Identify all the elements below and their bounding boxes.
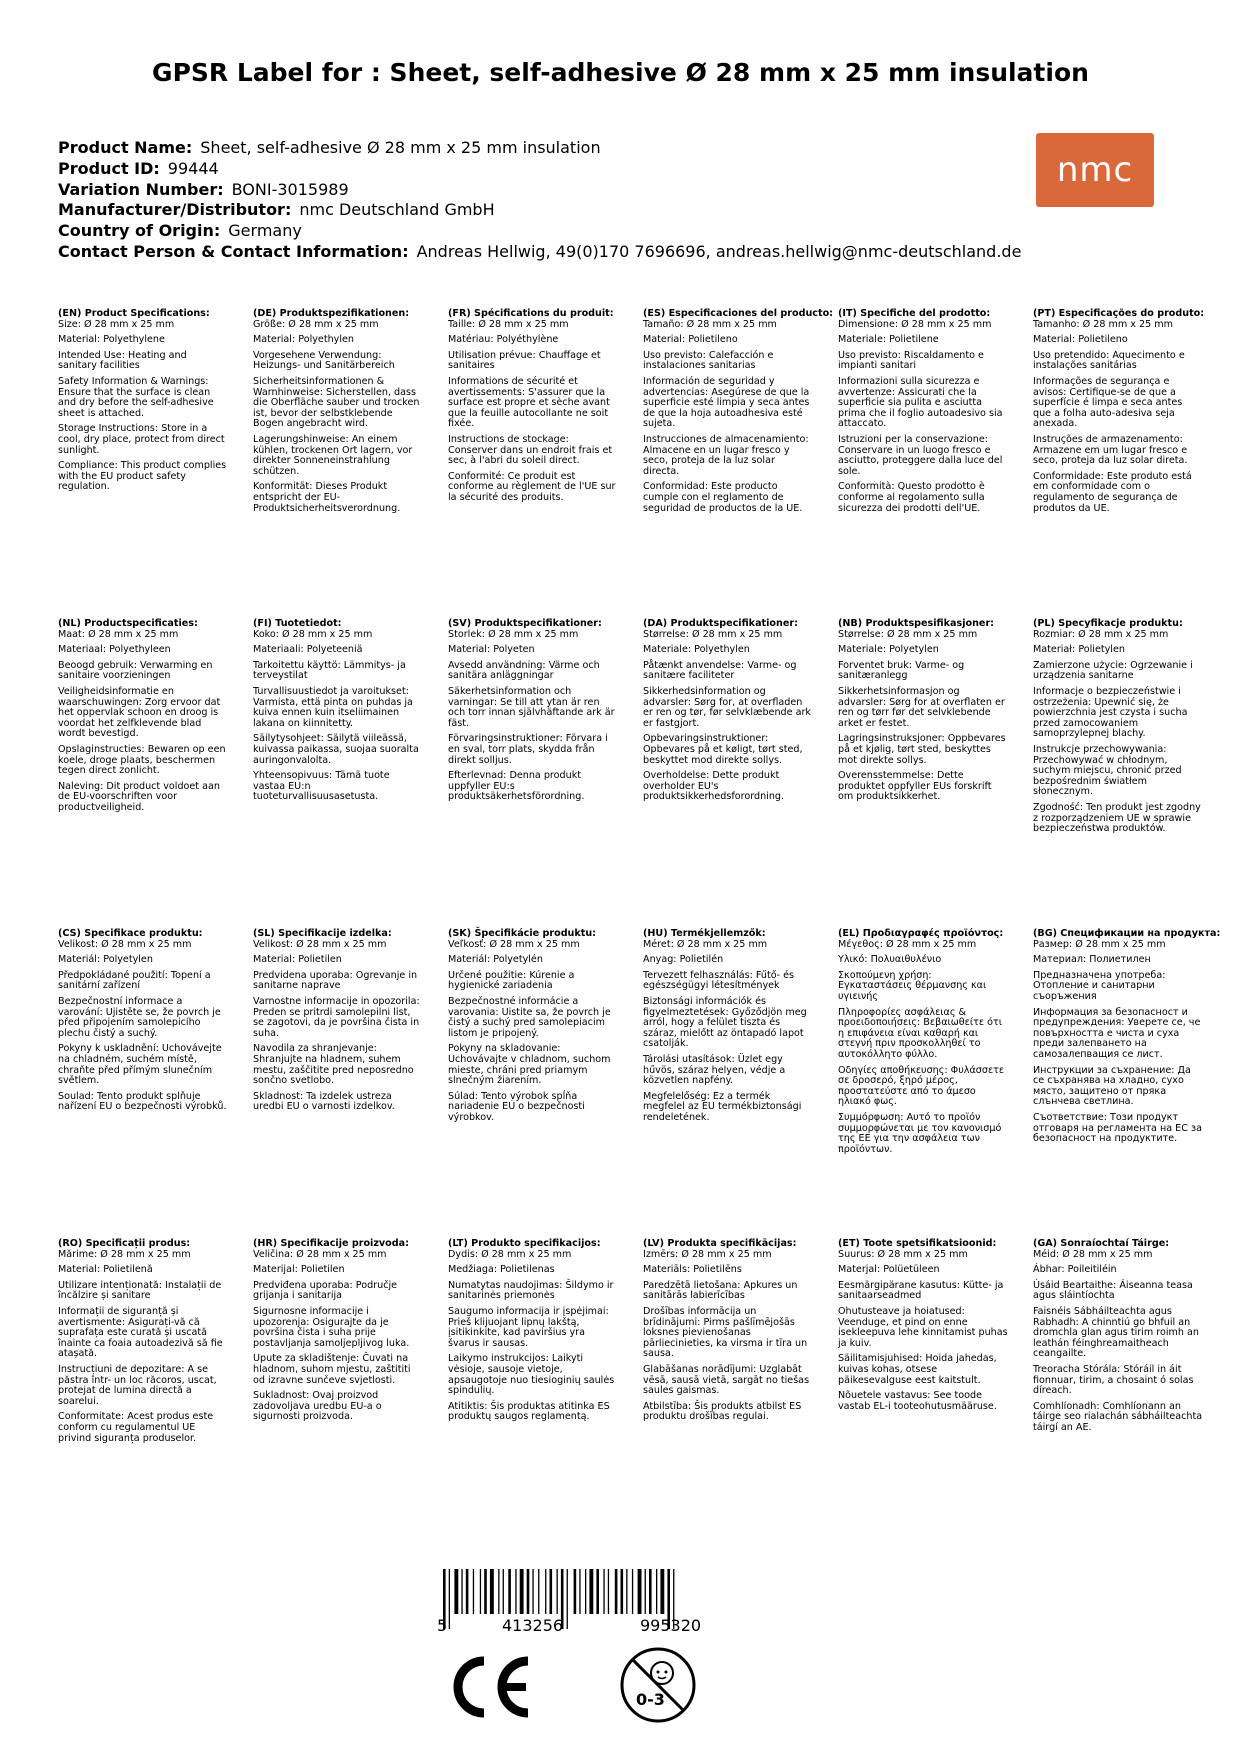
spec-paragraph: Konformität: Dieses Produkt entspricht der EU-Produktsicherheitsverordnung. [253,481,401,514]
spec-section-heading: (PT) Especificações do produto: [1033,308,1205,319]
spec-paragraph: Utilisation prévue: Chauffage et sanitaires [448,349,601,372]
spec-paragraph: Materiál: Polyetylen [58,954,153,966]
barcode-digit-left: 5 [437,1616,448,1635]
barcode-bar [621,1569,624,1614]
barcode-digits-right: 995320 [640,1616,702,1635]
barcode-bar [484,1569,487,1614]
spec-paragraph: Uso previsto: Riscaldamento e impianti sanitari [838,349,984,372]
spec-paragraph: Conformidad: Este producto cumple con el reglamento de seguridad de productos de la UE. [643,481,803,514]
barcode-bar [545,1569,546,1614]
spec-section [448,309,618,509]
spec-section [58,309,228,498]
spec-paragraph: Informations de sécurité et avertissements: S'assurer que la surface est propre et sèche avant que la feuille autocollante ne soit fixée. [448,375,610,430]
spec-paragraph: Sicherheitsinformationen & Warnhinweise: Sicherstellen, dass die Oberfläche sauber und trocken ist, bevor der selbstklebende Bogen angebracht wird. [253,375,420,430]
spec-section [448,1239,618,1428]
spec-paragraph: Overholdelse: Dette produkt overholder EU's produktsikkerhedsforordning. [643,770,785,803]
spec-size: Maat: Ø 28 mm x 25 mm [58,628,179,640]
spec-paragraph: Pokyny k uskladnění: Uchovávejte na chladném, suchém místě, chraňte před přímým slunečním světlem. [58,1043,222,1087]
spec-paragraph: Saugumo informacija ir įspėjimai: Prieš klijuojant lipnų lakštą, įsitikinkite, kad paviršius yra švarus ir sausas. [448,1305,609,1349]
spec-paragraph: Paredzētā lietošana: Apkures un sanitārās labierīcības [643,1279,798,1302]
spec-section-heading: (RO) Specificații produs: [58,1238,191,1249]
spec-section [253,1239,423,1428]
spec-section-heading: (NL) Productspecificaties: [58,618,198,629]
spec-section-heading: (CS) Specifikace produktu: [58,928,203,939]
nmc-logo: nmc [1036,133,1154,207]
spec-section [253,309,423,519]
spec-paragraph: Eesmärgipärane kasutus: Kütte- ja sanitaarseadmed [838,1279,1004,1302]
spec-size: Tamanho: Ø 28 mm x 25 mm [1033,318,1173,330]
spec-size: Mărime: Ø 28 mm x 25 mm [58,1248,191,1260]
spec-paragraph: Avsedd användning: Värme och sanitära anläggningar [448,659,600,682]
barcode-bar [567,1569,568,1629]
barcode-bar [527,1569,530,1614]
barcode-bar [608,1569,609,1614]
spec-paragraph: Atbilstība: Šis produkts atbilst ES produktu drošības regulai. [643,1400,802,1423]
spec-size: Méret: Ø 28 mm x 25 mm [643,938,768,950]
spec-paragraph: Materiał: Polietylen [1033,644,1125,656]
spec-size: Μέγεθος: Ø 28 mm x 25 mm [838,938,977,950]
spec-paragraph: Predvidena uporaba: Ogrevanje in sanitarne naprave [253,969,418,992]
page-title: GPSR Label for : Sheet, self-adhesive Ø 28 mm x 25 mm insulation [152,58,1089,87]
spec-section-heading: (PL) Specyfikacje produktu: [1033,618,1183,629]
spec-size: Storlek: Ø 28 mm x 25 mm [448,628,579,640]
spec-paragraph: Instruções de armazenamento: Armazene em um lugar fresco e seco, proteja da luz solar direta. [1033,433,1188,467]
spec-paragraph: Intended Use: Heating and sanitary facilities [58,349,187,372]
spec-paragraph: Ohutusteave ja hoiatused: Veenduge, et pind on enne isekleepuva lehe kinnitamist puhas ja kuiv. [838,1305,1008,1349]
barcode-bar [520,1569,524,1614]
spec-paragraph: Predviđena uporaba: Područje grijanja i sanitarija [253,1279,398,1302]
barcode-bar [449,1569,450,1629]
spec-section-heading: (LT) Produkto specifikacijos: [448,1238,601,1249]
spec-section-heading: (EN) Product Specifications: [58,308,210,319]
spec-paragraph: Glabāšanas norādījumi: Uzglabāt vēsā, sausā vietā, sargāt no tiešas saules gaismas. [643,1363,810,1397]
spec-paragraph: Πληροφορίες ασφάλειας & προειδοποιήσεις: Βεβαιωθείτε ότι η επιφάνεια είναι καθαρή και στεγνή πριν προσκολληθεί το αυτοκόλλητο φύλλο. [838,1006,1003,1060]
spec-paragraph: Инструкции за съхранение: Да се съхранява на хладно, сухо място, защитено от пряка слънчева светлина. [1033,1064,1191,1108]
spec-paragraph: Tárolási utasítások: Üzlet egy hűvös, száraz helyen, védje a közvetlen napfény. [643,1053,786,1087]
barcode-bar [645,1569,646,1614]
spec-section-heading: (FR) Spécifications du produit: [448,308,614,319]
spec-paragraph: Anyag: Polietilén [643,954,724,966]
spec-paragraph: Instrucciones de almacenamiento: Almacene en un lugar fresco y seco, proteja de la luz solar directa. [643,433,809,477]
spec-paragraph: Οδηγίες αποθήκευσης: Φυλάσσετε σε δροσερό, ξηρό μέρος, προστατεύστε από το άμεσο ηλιακό φως. [838,1064,1005,1108]
spec-paragraph: Förvaringsinstruktioner: Förvara i en sval, torr plats, skydda från direkt solljus. [448,733,608,766]
spec-paragraph: Instrukcje przechowywania: Przechowywać w chłodnym, suchym miejscu, chronić przed bezpośrednim światłem słonecznym. [1033,743,1182,798]
spec-section-heading: (ET) Toote spetsifikatsioonid: [838,1238,997,1249]
info-manufacturer: Manufacturer/Distributor: nmc Deutschland GmbH [58,200,495,220]
spec-size: Størrelse: Ø 28 mm x 25 mm [838,628,978,640]
spec-paragraph: Información de seguridad y advertencias: Asegúrese de que la superficie esté limpia y seca antes de que la hoja autoadhesiva esté sujeta. [643,375,810,430]
spec-paragraph: Σκοπούμενη χρήση: Εγκαταστάσεις θέρμανσης και υγιεινής [838,969,987,1002]
spec-paragraph: Материал: Полиетилен [1033,954,1151,966]
spec-section [1033,619,1203,840]
info-product-name: Product Name: Sheet, self-adhesive Ø 28 mm x 25 mm insulation [58,138,601,157]
spec-paragraph: Megfelelőség: Ez a termék megfelel az EU termékbiztonsági rendeletének. [643,1090,802,1123]
spec-section-heading: (EL) Προδιαγραφές προϊόντος: [838,928,1004,939]
spec-paragraph: Určené použitie: Kúrenie a hygienické zariadenia [448,969,575,992]
spec-section [643,1239,813,1428]
barcode-bar [649,1569,652,1614]
spec-paragraph: Faisnéis Sábháilteachta agus Rabhadh: A chinntiú go bhfuil an dromchla glan agus tirim roimh an leathán féinghreamaitheach ceangailte. [1033,1305,1199,1360]
spec-paragraph: Utilizare intenționată: Instalații de încălzire și sanitare [58,1279,222,1302]
spec-paragraph: Påtænkt anvendelse: Varme- og sanitære faciliteter [643,659,797,682]
spec-size: Größe: Ø 28 mm x 25 mm [253,318,379,330]
info-product-id: Product ID: 99444 [58,158,219,178]
spec-paragraph: Material: Polietilenă [58,1264,153,1276]
spec-section [643,619,813,808]
barcode-bar [596,1569,599,1614]
spec-paragraph: Compliance: This product complies with the EU product safety regulation. [58,460,227,493]
barcode-bar [589,1569,593,1614]
spec-paragraph: Materiál: Polyetylén [448,954,543,966]
spec-size: Veľkosť: Ø 28 mm x 25 mm [448,938,580,950]
barcode-bar [585,1569,586,1614]
spec-paragraph: Sukladnost: Ovaj proizvod zadovoljava uredbu EU-a o sigurnosti proizvoda. [253,1390,382,1423]
spec-size: Velikost: Ø 28 mm x 25 mm [58,938,192,950]
spec-section [838,1239,1008,1417]
spec-paragraph: Opbevaringsinstruktioner: Opbevares på et køligt, tørt sted, beskyttet mod direkte sollys. [643,733,803,766]
spec-paragraph: Pokyny na skladovanie: Uchovávajte v chladnom, suchom mieste, chráni pred priamym slnečným žiarením. [448,1043,611,1087]
spec-paragraph: Navodila za shranjevanje: Shranjujte na hladnem, suhem mestu, zaščitite pred neposredno sončno svetlobo. [253,1043,414,1087]
barcode-bar [490,1569,494,1614]
product-info [58,138,1021,263]
age-warning-icon [618,1645,698,1725]
spec-size: Dydis: Ø 28 mm x 25 mm [448,1248,572,1260]
spec-paragraph: Efterlevnad: Denna produkt uppfyller EU:s produktsäkerhetsförordning. [448,770,585,803]
spec-paragraph: Säilitamisjuhised: Hoida jahedas, kuivas kohas, otsese päikesevalguse eest kaitstult. [838,1353,997,1386]
spec-paragraph: Συμμόρφωση: Αυτό το προϊόν συμμορφώνεται με τον κανονισμό της ΕΕ για την ασφάλεια των προϊόντων. [838,1111,1002,1155]
spec-paragraph: Treoracha Stórála: Stóráil in áit fionnuar, tirim, a chosaint ó solas díreach. [1033,1363,1194,1397]
spec-paragraph: Informacje o bezpieczeństwie i ostrzeżenia: Upewnić się, że powierzchnia jest czysta i sucha przed zamocowaniem samoprzylepnej blachy. [1033,685,1188,740]
spec-section [1033,1239,1203,1439]
spec-paragraph: Materiaali: Polyeteeniä [253,644,363,656]
spec-paragraph: Upute za skladištenje: Čuvati na hladnom, suhom mjestu, zaštititi od izravne sunčeve svjetlosti. [253,1353,411,1386]
spec-section-heading: (IT) Specifiche del prodotto: [838,308,991,319]
spec-section [58,1239,228,1449]
barcode-bar [574,1569,577,1614]
spec-paragraph: Предназначена употреба: Отопление и санитарни съоръжения [1033,969,1166,1002]
spec-paragraph: Informações de segurança e avisos: Certifique-se de que a superfície é limpa e seca antes que a folha auto-adesiva seja anexada. [1033,375,1183,430]
spec-paragraph: Storage Instructions: Store in a cool, dry place, protect from direct sunlight. [58,423,225,456]
spec-section [448,619,618,808]
spec-section-heading: (DE) Produktspezifikationen: [253,308,410,319]
barcode-bar [660,1569,664,1614]
spec-paragraph: Lagringsinstruksjoner: Oppbevares på et kjølig, tørt sted, beskyttes mot direkte sollys. [838,733,1006,766]
barcode-bar [550,1569,553,1614]
svg-text:0-3: 0-3 [636,1690,665,1709]
spec-section [838,929,1008,1160]
spec-section-heading: (DA) Produktspecifikationer: [643,618,798,629]
spec-paragraph: Conformità: Questo prodotto è conforme al regolamento sulla sicurezza dei prodotti dell'UE. [838,481,985,514]
spec-paragraph: Bezpečnostné informácie a varovania: Uistite sa, že povrch je čistý a suchý pred samolepiacim listom je pripojený. [448,995,611,1039]
spec-paragraph: Nõuetele vastavus: See toode vastab EL-i tooteohutusmääruse. [838,1390,997,1412]
info-contact: Contact Person & Contact Information: Andreas Hellwig, 49(0)170 7696696, andreas.hellwig@nmc-deutschland.de [58,241,1022,261]
barcode-bar [557,1569,558,1614]
spec-size: Size: Ø 28 mm x 25 mm [58,318,175,330]
spec-paragraph: Safety Information & Warnings: Ensure that the surface is clean and dry before the self-adhesive sheet is attached. [58,375,214,419]
spec-paragraph: Varnostne informacije in opozorila: Preden se pritrdi samolepilni list, se zagotovi, da je površina čista in suha. [253,995,420,1039]
spec-section-heading: (NB) Produktspesifikasjoner: [838,618,995,629]
spec-paragraph: Material: Polyethylene [58,334,165,346]
spec-paragraph: Conformitate: Acest produs este conform cu regulamentul UE privind siguranța produselor. [58,1411,214,1444]
spec-paragraph: Biztonsági információk és figyelmeztetések: Győződjön meg arról, hogy a felület tiszta és száraz, mielőtt az öntapadó lapot csatolják. [643,995,807,1050]
spec-paragraph: Materiale: Polietilene [838,334,939,346]
spec-paragraph: Drošības informācija un brīdinājumi: Pirms pašlīmējošās loksnes pievienošanas pārliecinieties, ka virsma ir tīra un sausa. [643,1305,808,1360]
spec-paragraph: Materijal: Polietilen [253,1264,345,1276]
info-variation-number: Variation Number: BONI-3015989 [58,179,349,199]
spec-section-heading: (SV) Produktspecifikationer: [448,618,602,629]
spec-size: Veličina: Ø 28 mm x 25 mm [253,1248,387,1260]
spec-paragraph: Sigurnosne informacije i upozorenja: Osigurajte da je površina čista i suha prije postavljanja samoljepljivog luka. [253,1305,410,1349]
spec-paragraph: Instrucțiuni de depozitare: A se păstra într- un loc răcoros, uscat, protejat de lumina directă a soarelui. [58,1363,217,1407]
spec-paragraph: Съответствие: Този продукт отговаря на регламента на ЕС за безопасност на продуктите. [1033,1111,1202,1145]
barcode-bar [498,1569,499,1614]
spec-paragraph: Uso pretendido: Aquecimento e instalações sanitárias [1033,349,1185,372]
barcode-bar [515,1569,516,1614]
spec-section [58,619,228,819]
spec-paragraph: Instructions de stockage: Conserver dans un endroit frais et sec, à l'abri du soleil direct. [448,433,613,467]
spec-section [643,929,813,1129]
spec-paragraph: Materiale: Polyetylen [838,644,939,656]
spec-paragraph: Overensstemmelse: Dette produktet oppfyller EUs forskrift om produktsikkerhet. [838,770,992,803]
spec-paragraph: Material: Polietileno [1033,334,1128,346]
spec-paragraph: Matériau: Polyéthylène [448,334,559,346]
spec-paragraph: Zgodność: Ten produkt jest zgodny z rozporządzeniem UE w sprawie bezpieczeństwa produktów. [1033,801,1201,835]
spec-paragraph: Numatytas naudojimas: Šildymo ir sanitarinės priemonės [448,1279,614,1302]
spec-paragraph: Súlad: Tento výrobok spĺňa nariadenie EÚ o bezpečnosti výrobkov. [448,1090,585,1123]
spec-paragraph: Vorgesehene Verwendung: Heizungs- und Sanitärbereich [253,349,395,372]
spec-paragraph: Ábhar: Poileitiléin [1033,1264,1117,1276]
spec-paragraph: Информация за безопасност и предупреждения: Уверете се, че повърхността е чиста и суха преди залепването на самозалепващия се лист. [1033,1006,1201,1060]
spec-section [643,308,834,519]
spec-paragraph: Materiaal: Polyethyleen [58,644,171,656]
spec-paragraph: Forventet bruk: Varme- og sanitæranlegg [838,659,965,682]
barcode-bar [503,1569,504,1614]
spec-paragraph: Yhteensopivuus: Tämä tuote vastaa EU:n tuoteturvallisuusasetusta. [253,770,390,803]
spec-paragraph: Laikymo instrukcijos: Laikyti vėsioje, sausoje vietoje, apsaugotoje nuo tiesioginių saulės spindulių. [448,1353,615,1397]
spec-size: Размер: Ø 28 mm x 25 mm [1033,938,1166,950]
spec-paragraph: Materiale: Polyethylen [643,644,750,656]
spec-paragraph: Skladnost: Ta izdelek ustreza uredbi EU o varnosti izdelkov. [253,1090,395,1113]
spec-paragraph: Medžiaga: Polietilenas [448,1264,555,1276]
spec-paragraph: Zamierzone użycie: Ogrzewanie i urządzenia sanitarne [1033,659,1193,682]
spec-section-heading: (HR) Specifikacije proizvoda: [253,1238,409,1249]
spec-section-heading: (SK) Špecifikácie produktu: [448,928,597,939]
spec-paragraph: Lagerungshinweise: An einem kühlen, trockenen Ort lagern, vor direkter Sonneneinstrahlung schützen. [253,433,413,477]
spec-size: Velikost: Ø 28 mm x 25 mm [253,938,387,950]
barcode-bar [480,1569,481,1614]
spec-paragraph: Úsáid Beartaithe: Áiseanna teasa agus sláintíochta [1033,1279,1193,1302]
spec-size: Izmērs: Ø 28 mm x 25 mm [643,1248,772,1260]
barcode-bar [473,1569,474,1614]
spec-section-heading: (LV) Produkta specifikācijas: [643,1238,797,1249]
spec-size: Rozmiar: Ø 28 mm x 25 mm [1033,628,1169,640]
spec-paragraph: Säkerhetsinformation och varningar: Se till att ytan är ren och torr innan självhäftande ark är fäst. [448,685,615,729]
spec-section [838,309,1008,519]
spec-section [838,619,1008,808]
spec-paragraph: Soulad: Tento produkt splňuje nařízení EU o bezpečnosti výrobků. [58,1090,227,1113]
spec-paragraph: Material: Polietilen [253,954,342,966]
spec-paragraph: Material: Polyethylen [253,334,354,346]
spec-size: Suurus: Ø 28 mm x 25 mm [838,1248,968,1260]
spec-paragraph: Tervezett felhasználás: Fűtő- és egészségügyi létesítmények [643,969,795,992]
barcode-bar [632,1569,633,1614]
spec-section-heading: (HU) Termékjellemzők: [643,928,766,939]
spec-section [448,929,618,1129]
spec-section-heading: (GA) Sonraíochtaí Táirge: [1033,1238,1170,1249]
barcode-bar [461,1569,462,1614]
spec-paragraph: Sikkerhetsinformasjon og advarsler: Sørg for at overflaten er ren og tørr før det selvklebende arket er festet. [838,685,1005,729]
barcode-bar [466,1569,469,1614]
spec-section-heading: (ES) Especificaciones del producto: [643,308,834,319]
spec-paragraph: Beoogd gebruik: Verwarming en sanitaire voorzieningen [58,659,213,682]
spec-paragraph: Atitiktis: Šis produktas atitinka ES produktų saugos reglamentą. [448,1400,610,1423]
spec-size: Dimensione: Ø 28 mm x 25 mm [838,318,992,330]
barcode-digits-mid: 413256 [502,1616,564,1635]
spec-section [58,929,228,1118]
spec-paragraph: Υλικό: Πολυαιθυλένιο [838,954,942,966]
spec-paragraph: Naleving: Dit product voldoet aan de EU-voorschriften voor productveiligheid. [58,780,220,813]
barcode-bar [638,1569,642,1614]
ce-mark-icon [450,1655,532,1719]
spec-section-heading: (SL) Specifikacije izdelka: [253,928,392,939]
spec-paragraph: Comhlíonadh: Comhlíonann an táirge seo rialachán sábháilteachta táirgí an AE. [1033,1400,1203,1433]
spec-paragraph: Tarkoitettu käyttö: Lämmitys- ja terveystilat [253,659,406,682]
spec-paragraph: Conformidade: Este produto está em conformidade com o regulamento de segurança de produtos da UE. [1033,470,1192,514]
spec-size: Koko: Ø 28 mm x 25 mm [253,628,373,640]
spec-section-heading: (BG) Спецификации на продукта: [1033,928,1221,939]
spec-paragraph: Conformité: Ce produit est conforme au règlement de l'UE sur la sécurité des produits. [448,470,616,503]
spec-paragraph: Material: Polyeten [448,644,535,656]
spec-paragraph: Turvallisuustiedot ja varoitukset: Varmista, että pinta on puhdas ja kuiva ennen kuin itseliimainen lakana on kiinnitetty. [253,685,413,729]
spec-section [1033,928,1221,1150]
spec-paragraph: Sikkerhedsinformation og advarsler: Sørg for, at overfladen er ren og tør, før selvklæbende ark er fastgjort. [643,685,811,729]
barcode-bar [626,1569,627,1614]
barcode-bar [603,1569,604,1614]
info-country-of-origin: Country of Origin: Germany [58,221,302,241]
spec-paragraph: Předpokládané použití: Topení a sanitární zařízení [58,969,211,992]
barcode-bar [656,1569,657,1614]
spec-size: Taille: Ø 28 mm x 25 mm [448,318,569,330]
barcode-bar [579,1569,580,1614]
spec-size: Tamaño: Ø 28 mm x 25 mm [643,318,777,330]
spec-size: Méid: Ø 28 mm x 25 mm [1033,1248,1153,1260]
spec-paragraph: Istruzioni per la conservazione: Conservare in un luogo fresco e asciutto, proteggere dalla luce del sole. [838,433,1003,477]
spec-paragraph: Informazioni sulla sicurezza e avvertenze: Assicurati che la superficie sia pulita e asciutta prima che il foglio autoadesivo sia attaccato. [838,375,1003,430]
spec-size: Størrelse: Ø 28 mm x 25 mm [643,628,783,640]
barcode-bar [454,1569,458,1614]
spec-section-heading: (FI) Tuotetiedot: [253,618,342,629]
spec-paragraph: Veiligheidsinformatie en waarschuwingen: Zorg ervoor dat het oppervlak schoon en droog is voordat het zelfklevende blad wordt bevestigd. [58,685,221,740]
barcode-bar [615,1569,618,1614]
spec-paragraph: Materiāls: Polietilēns [643,1264,742,1276]
spec-paragraph: Informații de siguranță și avertismente: Asigurați-vă că suprafața este curată și uscată înainte ca foaia autoadezivă să fie atașată. [58,1305,223,1360]
spec-paragraph: Opslaginstructies: Bewaren op een koele, droge plaats, beschermen tegen direct zonlicht. [58,743,226,777]
spec-paragraph: Materjal: Polüetüleen [838,1264,940,1276]
spec-paragraph: Säilytysohjeet: Säilytä viileässä, kuivassa paikassa, suojaa suoralta auringonvalolta. [253,733,419,766]
spec-paragraph: Material: Polietileno [643,334,738,346]
spec-section [253,929,423,1118]
spec-section [253,619,423,808]
barcode-bar [508,1569,511,1614]
spec-paragraph: Bezpečnostní informace a varování: Ujistěte se, že povrch je před připojením samolepicího plechu čistý a suchý. [58,995,221,1039]
spec-paragraph: Uso previsto: Calefacción e instalaciones sanitarias [643,349,774,372]
spec-section [1033,309,1203,519]
barcode-bar [538,1569,539,1614]
barcode-bar [532,1569,533,1614]
